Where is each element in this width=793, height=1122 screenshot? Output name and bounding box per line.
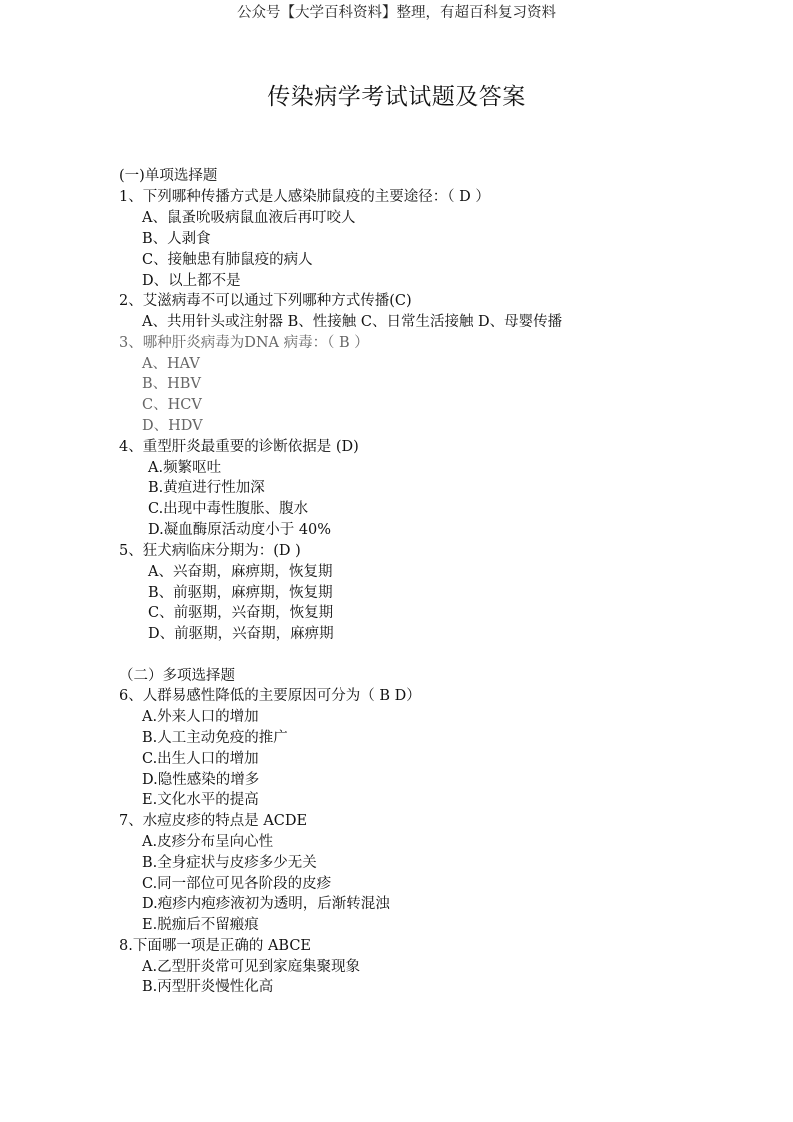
question-7-option-c: C.同一部位可见各阶段的皮疹 bbox=[142, 876, 332, 892]
question-6-option-a: A.外来人口的增加 bbox=[142, 709, 259, 725]
question-7-option-a: A.皮疹分布呈向心性 bbox=[142, 834, 274, 850]
question-3-option-a: A、HAV bbox=[142, 356, 200, 372]
question-2-options: A、共用针头或注射器 B、性接触 C、日常生活接触 D、母婴传播 bbox=[142, 314, 563, 330]
question-1-option-a: A、鼠蚤吮吸病鼠血液后再叮咬人 bbox=[142, 210, 356, 226]
question-2-stem: 2、艾滋病毒不可以通过下列哪种方式传播(C) bbox=[119, 293, 412, 309]
page-title: 传染病学考试试题及答案 bbox=[267, 84, 526, 110]
question-6-option-d: D.隐性感染的增多 bbox=[142, 772, 260, 788]
question-7-option-b: B.全身症状与皮疹多少无关 bbox=[142, 855, 317, 871]
question-4-option-d: D.凝血酶原活动度小于 40% bbox=[148, 522, 332, 538]
question-8-option-b: B.丙型肝炎慢性化高 bbox=[142, 979, 274, 995]
question-1-option-b: B、人剥食 bbox=[142, 231, 211, 247]
question-4-option-a: A.频繁呕吐 bbox=[148, 460, 222, 476]
question-8-option-a: A.乙型肝炎常可见到家庭集聚现象 bbox=[142, 959, 361, 975]
question-6-stem: 6、人群易感性降低的主要原因可分为（ B D） bbox=[119, 688, 421, 704]
question-6-option-c: C.出生人口的增加 bbox=[142, 751, 259, 767]
question-1-option-c: C、接触患有肺鼠疫的病人 bbox=[142, 252, 313, 268]
question-7-option-e: E.脱痂后不留瘢痕 bbox=[142, 917, 259, 933]
question-8-stem: 8.下面哪一项是正确的 ABCE bbox=[119, 938, 312, 954]
question-4-option-c: C.出现中毒性腹胀、腹水 bbox=[148, 501, 309, 517]
question-5-option-b: B、前驱期，麻痹期，恢复期 bbox=[148, 585, 333, 601]
question-1-stem: 1、下列哪种传播方式是人感染肺鼠疫的主要途径：（ D ） bbox=[119, 189, 490, 205]
question-1-option-d: D、以上都不是 bbox=[142, 273, 241, 289]
question-3-option-c: C、HCV bbox=[142, 397, 202, 413]
question-5-stem: 5、狂犬病临床分期为：(D ) bbox=[119, 543, 301, 559]
header-note: 公众号【大学百科资料】整理，有超百科复习资料 bbox=[237, 5, 556, 21]
question-7-option-d: D.疱疹内疱疹液初为透明，后渐转混浊 bbox=[142, 896, 390, 912]
question-6-option-e: E.文化水平的提高 bbox=[142, 792, 259, 808]
question-6-option-b: B.人工主动免疫的推广 bbox=[142, 730, 288, 746]
question-3-option-b: B、HBV bbox=[142, 376, 201, 392]
question-3-option-d: D、HDV bbox=[142, 418, 203, 434]
question-7-stem: 7、水痘皮疹的特点是 ACDE bbox=[119, 813, 308, 829]
question-5-option-d: D、前驱期，兴奋期，麻痹期 bbox=[148, 626, 334, 642]
section-heading-single-choice: (一)单项选择题 bbox=[119, 168, 218, 184]
question-3-stem: 3、哪种肝炎病毒为DNA 病毒：（ B ） bbox=[119, 335, 369, 351]
question-4-stem: 4、重型肝炎最重要的诊断依据是 (D) bbox=[119, 439, 359, 455]
section-heading-multiple-choice: （二）多项选择题 bbox=[119, 668, 235, 684]
question-4-option-b: B.黄疸进行性加深 bbox=[148, 480, 265, 496]
question-5-option-c: C、前驱期，兴奋期，恢复期 bbox=[148, 605, 334, 621]
question-5-option-a: A、兴奋期，麻痹期，恢复期 bbox=[148, 564, 333, 580]
